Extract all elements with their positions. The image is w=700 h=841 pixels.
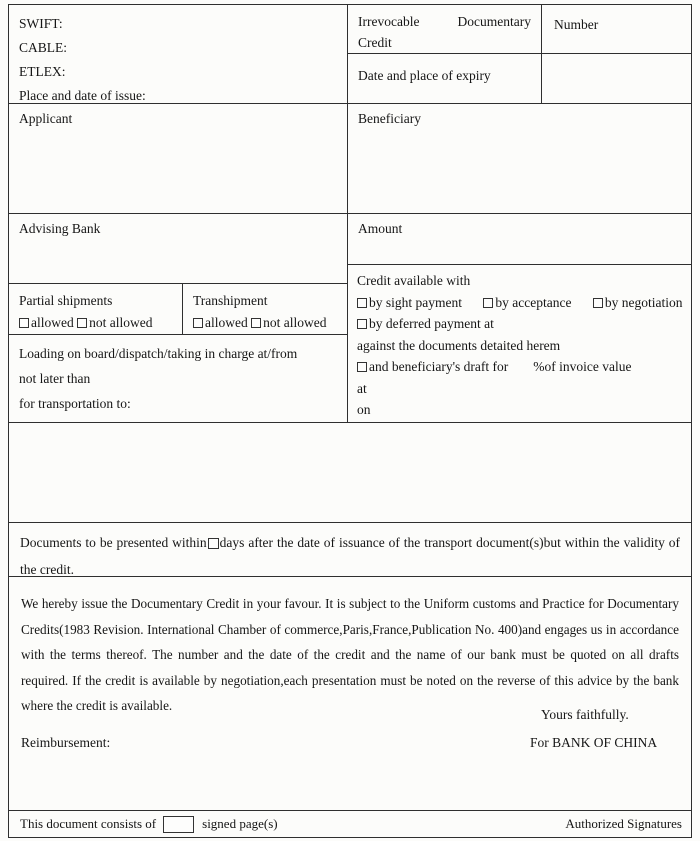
beneficiary-draft-checkbox[interactable] — [357, 362, 367, 372]
partial-not-allowed-label: not allowed — [89, 315, 153, 330]
beneficiary-draft-label: and beneficiary's draft for — [369, 359, 509, 374]
by-deferred-payment-checkbox[interactable] — [357, 319, 367, 329]
parties-row — [9, 103, 691, 213]
amount-column — [348, 214, 691, 422]
draft-on-line: on — [357, 402, 371, 417]
expiry-value-cell — [542, 54, 691, 103]
advising-bank-cell: Advising Bank — [9, 214, 347, 284]
partial-shipments-options — [19, 312, 174, 334]
shipment-options-row — [9, 284, 347, 335]
against-documents-line: against the documents detaited herem — [357, 337, 561, 353]
payment-method-options — [357, 292, 683, 314]
transhipment-allowed-label: allowed — [205, 315, 248, 330]
beneficiary-draft-line — [357, 356, 683, 378]
by-negotiation-checkbox[interactable] — [593, 298, 603, 308]
transhipment-options — [193, 312, 339, 334]
reimbursement-label: Reimbursement: — [21, 735, 111, 750]
credit-type-title: Irrevocable Documentary Credit — [348, 5, 542, 53]
authorized-signatures-label: Authorized Signatures — [565, 816, 682, 831]
presented-after-text: days after the date of issuance of the transport document(s)but within the validity of the credit. — [20, 535, 680, 577]
amount-cell: Amount — [348, 214, 691, 265]
by-deferred-payment-label: by deferred payment at — [369, 316, 494, 331]
loading-line-1: Loading on board/dispatch/taking in charge at/from — [19, 346, 298, 361]
presented-before-text: Documents to be presented within — [20, 535, 207, 550]
by-sight-payment-label: by sight payment — [369, 294, 462, 310]
documents-blank-area — [9, 422, 691, 522]
partial-allowed-checkbox[interactable] — [19, 318, 29, 328]
by-negotiation-label: by negotiation — [604, 294, 683, 310]
credit-available-label: Credit available with — [357, 273, 471, 288]
partial-shipments-label: Partial shipments — [19, 293, 113, 308]
beneficiary-cell: Beneficiary — [358, 111, 421, 126]
page-count-statement — [20, 816, 278, 833]
transhipment-not-allowed-checkbox[interactable] — [251, 318, 261, 328]
expiry-label: Date and place of expiry — [348, 54, 542, 103]
by-acceptance-label: by acceptance — [495, 294, 572, 310]
header-right — [348, 5, 691, 103]
terms-row — [9, 576, 691, 810]
loading-line-3: for transportation to: — [19, 396, 131, 411]
documentary-credit-form — [8, 4, 692, 838]
credit-number-cell: Number — [554, 17, 599, 32]
page-count-input-box[interactable] — [163, 816, 194, 833]
consists-after-text: signed page(s) — [202, 815, 278, 831]
by-sight-payment-checkbox[interactable] — [357, 298, 367, 308]
place-date-issue-label: Place and date of issue: — [19, 88, 146, 103]
presentation-period-row — [9, 522, 691, 576]
credit-available-cell — [348, 265, 691, 422]
cable-label: CABLE: — [19, 40, 68, 55]
transhipment-allowed-checkbox[interactable] — [193, 318, 203, 328]
transhipment-cell — [183, 284, 347, 334]
etlex-label: ETLEX: — [19, 64, 66, 79]
days-input-box[interactable] — [208, 538, 219, 549]
consists-before-text: This document consists of — [20, 815, 157, 831]
draft-at-line: at — [357, 380, 367, 396]
invoice-value-label: %of invoice value — [533, 359, 632, 374]
partial-not-allowed-checkbox[interactable] — [77, 318, 87, 328]
by-acceptance-checkbox[interactable] — [483, 298, 493, 308]
transhipment-label: Transhipment — [193, 293, 268, 308]
loading-cell — [9, 335, 347, 422]
header-row — [9, 5, 691, 103]
for-bank-of-china-text: For BANK OF CHINA — [530, 735, 658, 750]
transhipment-not-allowed-label: not allowed — [263, 315, 327, 330]
expiry-row — [348, 54, 691, 103]
partial-allowed-label: allowed — [31, 315, 74, 330]
shipment-amount-row — [9, 213, 691, 422]
yours-faithfully-text: Yours faithfully. — [541, 707, 629, 722]
credit-type-row — [348, 5, 691, 54]
deferred-payment-option — [357, 313, 683, 335]
loading-line-2: not later than — [19, 371, 91, 386]
terms-paragraph: We hereby issue the Documentary Credit in your favour. It is subject to the Uniform customs and Practice for Documentary Credits(1983 Revision. International Chamber of commerce,Paris,France,Publication No. 400)and engages us in accordance with the terms thereof. The number and the date of the credit and the name of our bank must be quoted on all drafts required. If the credit is available by negotiation,each presentation must be noted on the reverse of this advice by the bank where the credit is available. — [21, 596, 679, 713]
applicant-cell: Applicant — [9, 104, 348, 213]
shipment-column — [9, 214, 348, 422]
partial-shipments-cell — [9, 284, 183, 334]
swift-label: SWIFT: — [19, 16, 63, 31]
issuing-bank-cell — [9, 5, 348, 103]
footer-row — [9, 810, 691, 837]
